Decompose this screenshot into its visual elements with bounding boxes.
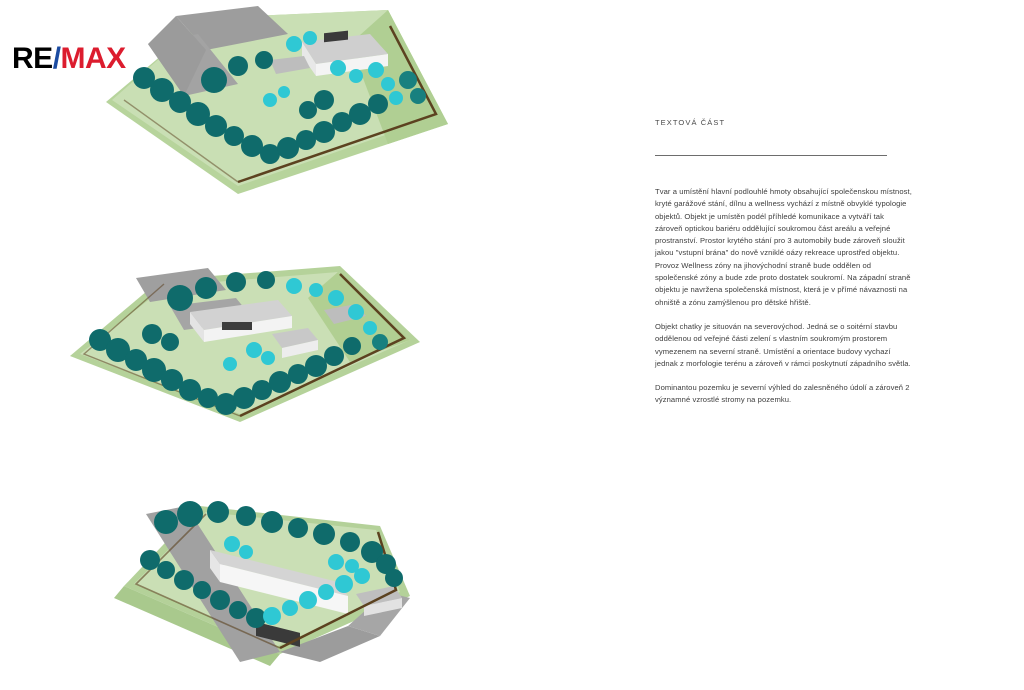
- site-render-bottom: [80, 466, 460, 676]
- logo-text-max: MAX: [60, 42, 126, 75]
- heading-divider: [655, 155, 887, 156]
- body-copy: [655, 186, 913, 407]
- paragraph-1: Tvar a umístění hlavní podlouhlé hmoty obsahující společenskou místnost, kryté garážové stání, dílnu a wellness vychází z místně obvyklé typologie objektů. Objekt je umístěn podél příhledé komunikace a vytváří tak zároveň optickou bariéru oddělující soukromou část areálu a veřejné prostranství. Prostor krytého stání pro 3 automobily bude zároveň sloužit jakou "vstupní brána" do nově vzniklé oázy rekreace uprostřed objektu. Provoz Wellness zóny na jihovýchodní straně bude oddělen od společenské zóny a bude zde proto dostatek soukromí. Na západní straně objektu je navržena společenská místnost, která je v přímé návaznosti na ohniště a zónu zamýšlenou pro dětské hřiště.: [655, 187, 912, 307]
- site-render-top: [88, 4, 488, 204]
- site-render-middle: [40, 246, 460, 446]
- text-column: [655, 118, 913, 407]
- logo-text-re: RE: [12, 42, 53, 75]
- paragraph-2: Objekt chatky je situován na severovýchod. Jedná se o soitérní stavbu oddělenou od veřejné části zelení s vlastním soukromým prostorem vymezenem na severní straně. Umístění a orientace budovy vychazí jednak z morfologie terénu a zároveň v rámci poskytnutí západního světla.: [655, 321, 911, 368]
- section-heading: TEXTOVÁ ČÁST: [655, 118, 726, 127]
- paragraph-3: Dominantou pozemku je severní výhled do zalesněného údolí a zároveň 2 významné vzrostlé stromy na pozemku.: [655, 383, 910, 405]
- logo-slash: /: [52, 42, 61, 75]
